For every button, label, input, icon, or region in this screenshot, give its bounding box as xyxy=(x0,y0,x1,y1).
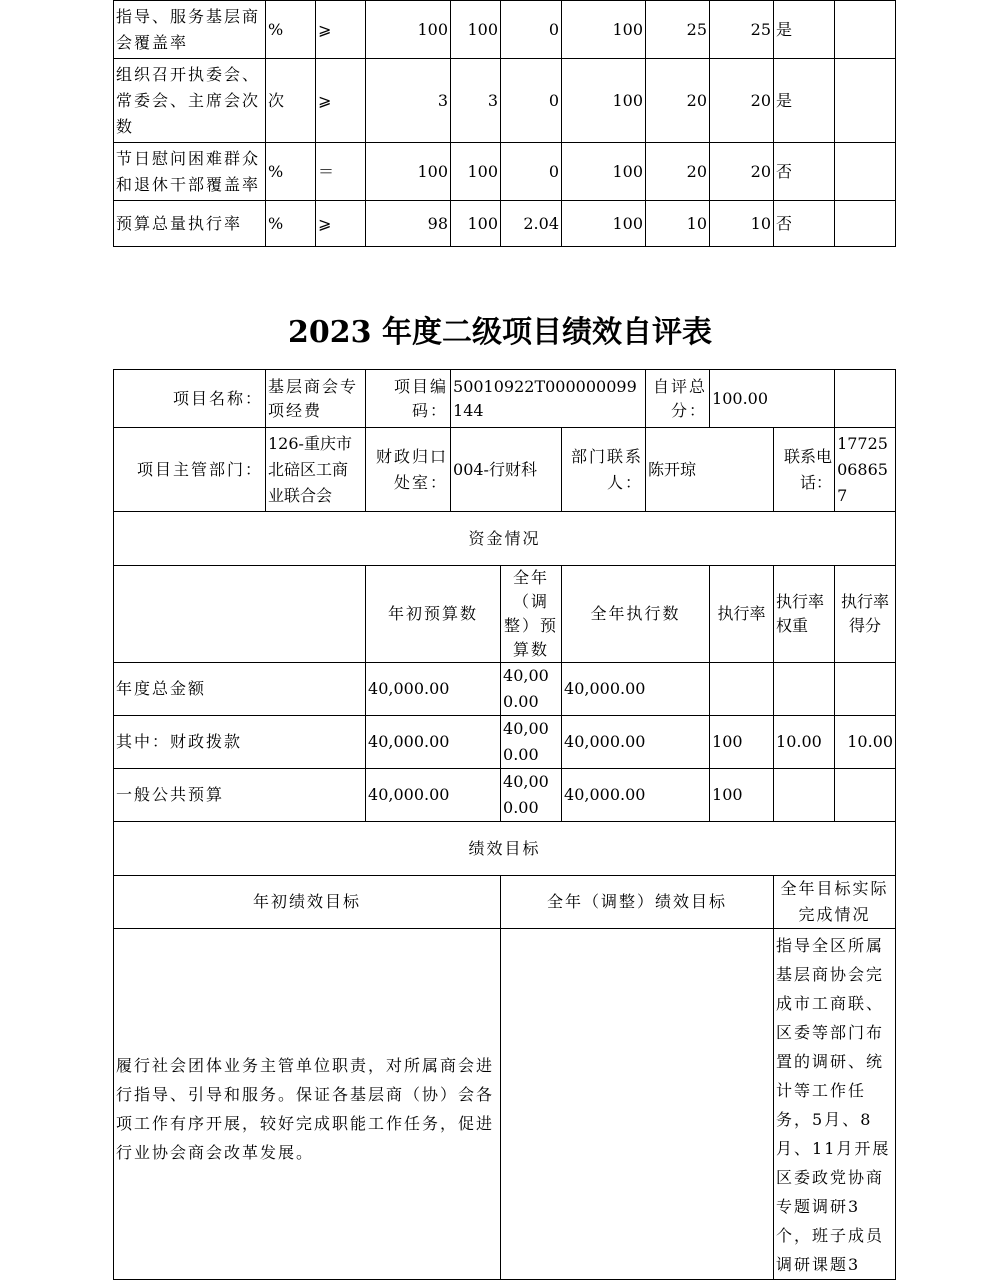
indicator-unit: 次 xyxy=(266,59,316,143)
funds-rate xyxy=(710,663,774,716)
project-code: 50010922T000000099144 xyxy=(451,370,646,428)
funds-row xyxy=(114,663,896,716)
indicator-rate: 100 xyxy=(562,1,646,59)
indicator-flag: 否 xyxy=(774,143,835,201)
goals-adjusted-text xyxy=(501,929,774,1280)
goals-header-adjusted: 全年（调整）绩效目标 xyxy=(501,876,774,929)
indicator-unit: % xyxy=(266,201,316,247)
indicator-score: 20 xyxy=(710,59,774,143)
self-score: 100.00 xyxy=(710,370,835,428)
indicator-flag: 否 xyxy=(774,201,835,247)
indicator-flag: 是 xyxy=(774,59,835,143)
funds-rate: 100 xyxy=(710,769,774,822)
funds-section-row xyxy=(114,512,896,566)
funds-initial: 40,000.00 xyxy=(366,769,501,822)
indicator-operator: ⩾ xyxy=(316,1,366,59)
goals-content-row xyxy=(114,929,896,1280)
funds-section-title: 资金情况 xyxy=(114,512,896,566)
indicator-row xyxy=(114,59,896,143)
self-evaluation-table xyxy=(113,369,896,1280)
funds-executed: 40,000.00 xyxy=(562,716,710,769)
funds-row xyxy=(114,716,896,769)
project-code-label: 项目编码： xyxy=(366,370,451,428)
funds-row-label: 一般公共预算 xyxy=(114,769,366,822)
funds-header-weight: 执行率权重 xyxy=(774,566,835,663)
funds-weight xyxy=(774,663,835,716)
indicator-note xyxy=(835,59,896,143)
indicator-rate: 100 xyxy=(562,201,646,247)
phone: 17725068657 xyxy=(835,428,896,512)
funds-executed: 40,000.00 xyxy=(562,663,710,716)
funds-score xyxy=(835,663,896,716)
indicator-row xyxy=(114,1,896,59)
funds-score: 10.00 xyxy=(835,716,896,769)
indicator-actual: 3 xyxy=(451,59,501,143)
contact-label: 部门联系人： xyxy=(562,428,646,512)
indicator-operator: ⩾ xyxy=(316,59,366,143)
funds-weight xyxy=(774,769,835,822)
goals-header-actual: 全年目标实际完成情况 xyxy=(774,876,896,929)
funds-header-row xyxy=(114,566,896,663)
indicator-target: 100 xyxy=(366,1,451,59)
goals-header-row xyxy=(114,876,896,929)
project-info-row xyxy=(114,370,896,428)
indicator-rate: 100 xyxy=(562,59,646,143)
indicator-actual: 100 xyxy=(451,1,501,59)
finance: 004-行财科 xyxy=(451,428,562,512)
funds-header-score: 执行率得分 xyxy=(835,566,896,663)
indicator-row xyxy=(114,143,896,201)
indicator-table xyxy=(113,0,896,247)
goals-section-row xyxy=(114,822,896,876)
indicator-target: 100 xyxy=(366,143,451,201)
indicator-note xyxy=(835,201,896,247)
indicator-unit: % xyxy=(266,1,316,59)
funds-header-adjusted: 全年（调整）预算数 xyxy=(501,566,562,663)
indicator-weight: 20 xyxy=(646,143,710,201)
indicator-operator: ⩾ xyxy=(316,201,366,247)
indicator-note xyxy=(835,143,896,201)
indicator-name: 组织召开执委会、常委会、主席会次数 xyxy=(114,59,266,143)
funds-initial: 40,000.00 xyxy=(366,716,501,769)
goals-section-title: 绩效目标 xyxy=(114,822,896,876)
funds-score xyxy=(835,769,896,822)
indicator-score: 25 xyxy=(710,1,774,59)
indicator-flag: 是 xyxy=(774,1,835,59)
indicator-rate: 100 xyxy=(562,143,646,201)
indicator-weight: 25 xyxy=(646,1,710,59)
indicator-deviation: 0 xyxy=(501,143,562,201)
project-name: 基层商会专项经费 xyxy=(266,370,366,428)
funds-executed: 40,000.00 xyxy=(562,769,710,822)
indicator-operator: ＝ xyxy=(316,143,366,201)
funds-initial: 40,000.00 xyxy=(366,663,501,716)
indicator-name: 节日慰问困难群众和退休干部覆盖率 xyxy=(114,143,266,201)
dept-info-row xyxy=(114,428,896,512)
indicator-weight: 10 xyxy=(646,201,710,247)
indicator-name: 预算总量执行率 xyxy=(114,201,266,247)
indicator-deviation: 2.04 xyxy=(501,201,562,247)
funds-rate: 100 xyxy=(710,716,774,769)
funds-row-label: 年度总金额 xyxy=(114,663,366,716)
phone-label: 联系电话： xyxy=(774,428,835,512)
indicator-target: 98 xyxy=(366,201,451,247)
funds-row xyxy=(114,769,896,822)
funds-adjusted: 40,000.00 xyxy=(501,769,562,822)
indicator-name: 指导、服务基层商会覆盖率 xyxy=(114,1,266,59)
indicator-row xyxy=(114,201,896,247)
indicator-target: 3 xyxy=(366,59,451,143)
indicator-weight: 20 xyxy=(646,59,710,143)
funds-row-label: 其中：财政拨款 xyxy=(114,716,366,769)
contact: 陈开琼 xyxy=(646,428,774,512)
goals-initial-text: 履行社会团体业务主管单位职责，对所属商会进行指导、引导和服务。保证各基层商（协）会各项工作有序开展，较好完成职能工作任务，促进行业协会商会改革发展。 xyxy=(114,929,501,1280)
project-name-label: 项目名称： xyxy=(114,370,266,428)
indicator-actual: 100 xyxy=(451,143,501,201)
dept-label: 项目主管部门： xyxy=(114,428,266,512)
goals-actual-text: 指导全区所属基层商协会完成市工商联、区委等部门布置的调研、统计等工作任务，5月、8月、11月开展区委政党协商专题调研3个，班子成员调研课题3 xyxy=(774,929,896,1280)
self-score-label: 自评总分： xyxy=(646,370,710,428)
indicator-deviation: 0 xyxy=(501,59,562,143)
funds-adjusted: 40,000.00 xyxy=(501,663,562,716)
indicator-score: 20 xyxy=(710,143,774,201)
indicator-score: 10 xyxy=(710,201,774,247)
indicator-actual: 100 xyxy=(451,201,501,247)
indicator-note xyxy=(835,1,896,59)
funds-weight: 10.00 xyxy=(774,716,835,769)
funds-header-executed: 全年执行数 xyxy=(562,566,710,663)
goals-header-initial: 年初绩效目标 xyxy=(114,876,501,929)
page-title: 2023 年度二级项目绩效自评表 xyxy=(288,315,712,350)
indicator-unit: % xyxy=(266,143,316,201)
finance-label: 财政归口处室： xyxy=(366,428,451,512)
funds-header-initial: 年初预算数 xyxy=(366,566,501,663)
dept: 126-重庆市北碚区工商业联合会 xyxy=(266,428,366,512)
empty-cell xyxy=(114,566,366,663)
indicator-deviation: 0 xyxy=(501,1,562,59)
empty-cell xyxy=(835,370,896,428)
funds-header-rate: 执行率 xyxy=(710,566,774,663)
funds-adjusted: 40,000.00 xyxy=(501,716,562,769)
